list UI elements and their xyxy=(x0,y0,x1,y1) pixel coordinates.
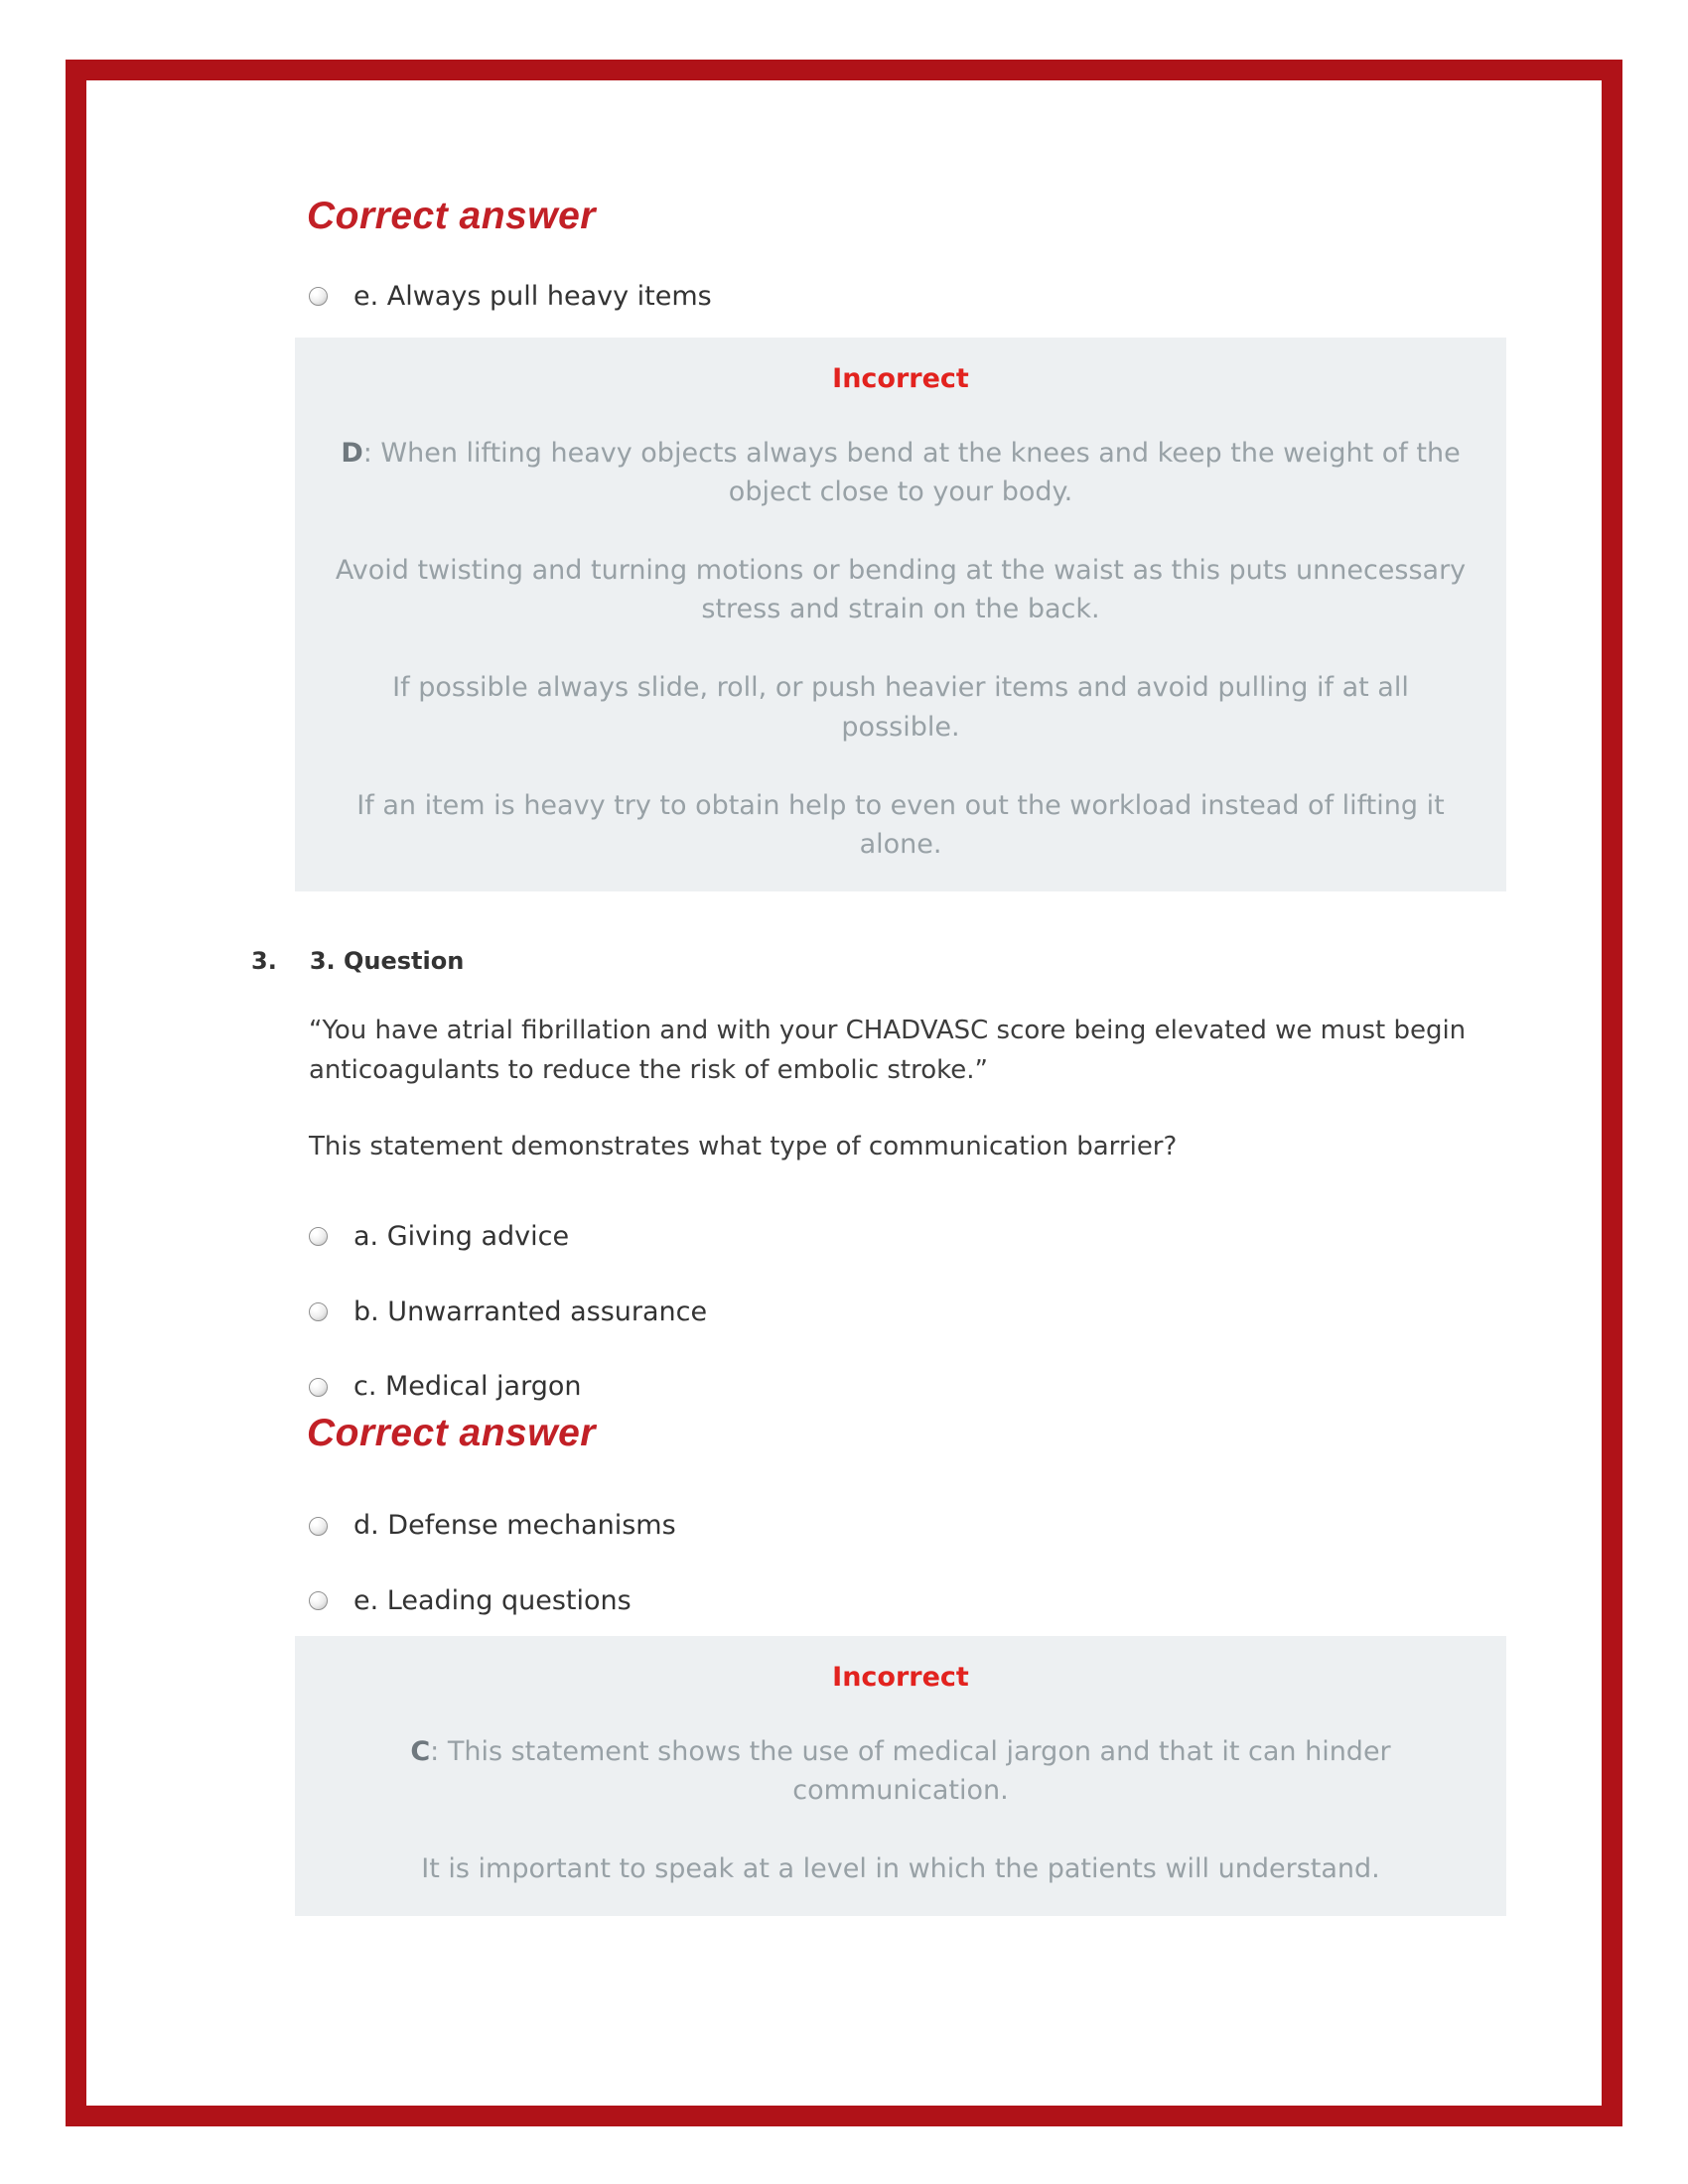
answer-option-label: c. Medical jargon xyxy=(353,1371,582,1403)
answer-option-a[interactable] xyxy=(309,1218,1506,1256)
question-prompt: This statement demonstrates what type of communication barrier? xyxy=(309,1131,1178,1161)
answer-option-e[interactable] xyxy=(309,1582,1506,1620)
answer-option-e[interactable] xyxy=(309,278,1506,316)
answer-option-c[interactable] xyxy=(309,1368,1506,1406)
feedback-paragraph xyxy=(335,1732,1467,1810)
page-border-frame xyxy=(66,60,1622,2126)
answer-option-label: e. Always pull heavy items xyxy=(353,281,712,312)
feedback-lead: D xyxy=(341,437,363,469)
correct-answer-heading: Correct answer xyxy=(307,1412,596,1455)
answer-option-label: a. Giving advice xyxy=(353,1220,570,1252)
feedback-text: : This statement shows the use of medical jargon and that it can hinder communication. xyxy=(430,1735,1391,1806)
radio-icon[interactable] xyxy=(309,287,328,306)
feedback-paragraph xyxy=(335,668,1467,746)
answer-option-label: e. Leading questions xyxy=(353,1585,632,1616)
options-group-de xyxy=(295,1507,1506,1620)
feedback-paragraph xyxy=(335,434,1467,511)
radio-icon[interactable] xyxy=(309,1227,328,1246)
feedback-lead: C xyxy=(410,1735,431,1767)
feedback-box xyxy=(295,1636,1506,1916)
feedback-text: Avoid twisting and turning motions or bending at the waist as this puts unnecessary stress and strain on the back. xyxy=(335,555,1467,625)
question-header xyxy=(251,947,1506,975)
radio-icon[interactable] xyxy=(309,1591,328,1610)
page-content xyxy=(86,80,1602,1916)
feedback-text: If possible always slide, roll, or push heavier items and avoid pulling if at all possible. xyxy=(392,672,1409,743)
answer-option-label: d. Defense mechanisms xyxy=(353,1510,676,1542)
question-list-number: 3. xyxy=(251,946,277,975)
answer-option-label: b. Unwarranted assurance xyxy=(353,1296,708,1327)
feedback-paragraph xyxy=(335,786,1467,864)
feedback-text: If an item is heavy try to obtain help to even out the workload instead of lifting it alone. xyxy=(356,789,1445,860)
feedback-paragraph xyxy=(335,1849,1467,1888)
radio-icon[interactable] xyxy=(309,1302,328,1321)
question-prompt: “You have atrial fibrillation and with your CHADVASC score being elevated we must begin anticoagulants to reduce the risk of embolic stroke.” xyxy=(309,1015,1467,1086)
answer-option-d[interactable] xyxy=(309,1507,1506,1545)
question-title: 3. Question xyxy=(309,946,465,975)
feedback-text: It is important to speak at a level in which the patients will understand. xyxy=(421,1853,1380,1885)
options-group-abc xyxy=(295,1218,1506,1406)
feedback-text: : When lifting heavy objects always bend at the knees and keep the weight of the object close to your body. xyxy=(362,437,1461,507)
feedback-title: Incorrect xyxy=(832,1661,969,1693)
feedback-paragraph xyxy=(335,551,1467,628)
correct-answer-heading: Correct answer xyxy=(307,195,596,237)
feedback-box xyxy=(295,338,1506,891)
radio-icon[interactable] xyxy=(309,1378,328,1397)
radio-icon[interactable] xyxy=(309,1517,328,1536)
answer-option-b[interactable] xyxy=(309,1294,1506,1331)
feedback-title: Incorrect xyxy=(832,362,969,394)
